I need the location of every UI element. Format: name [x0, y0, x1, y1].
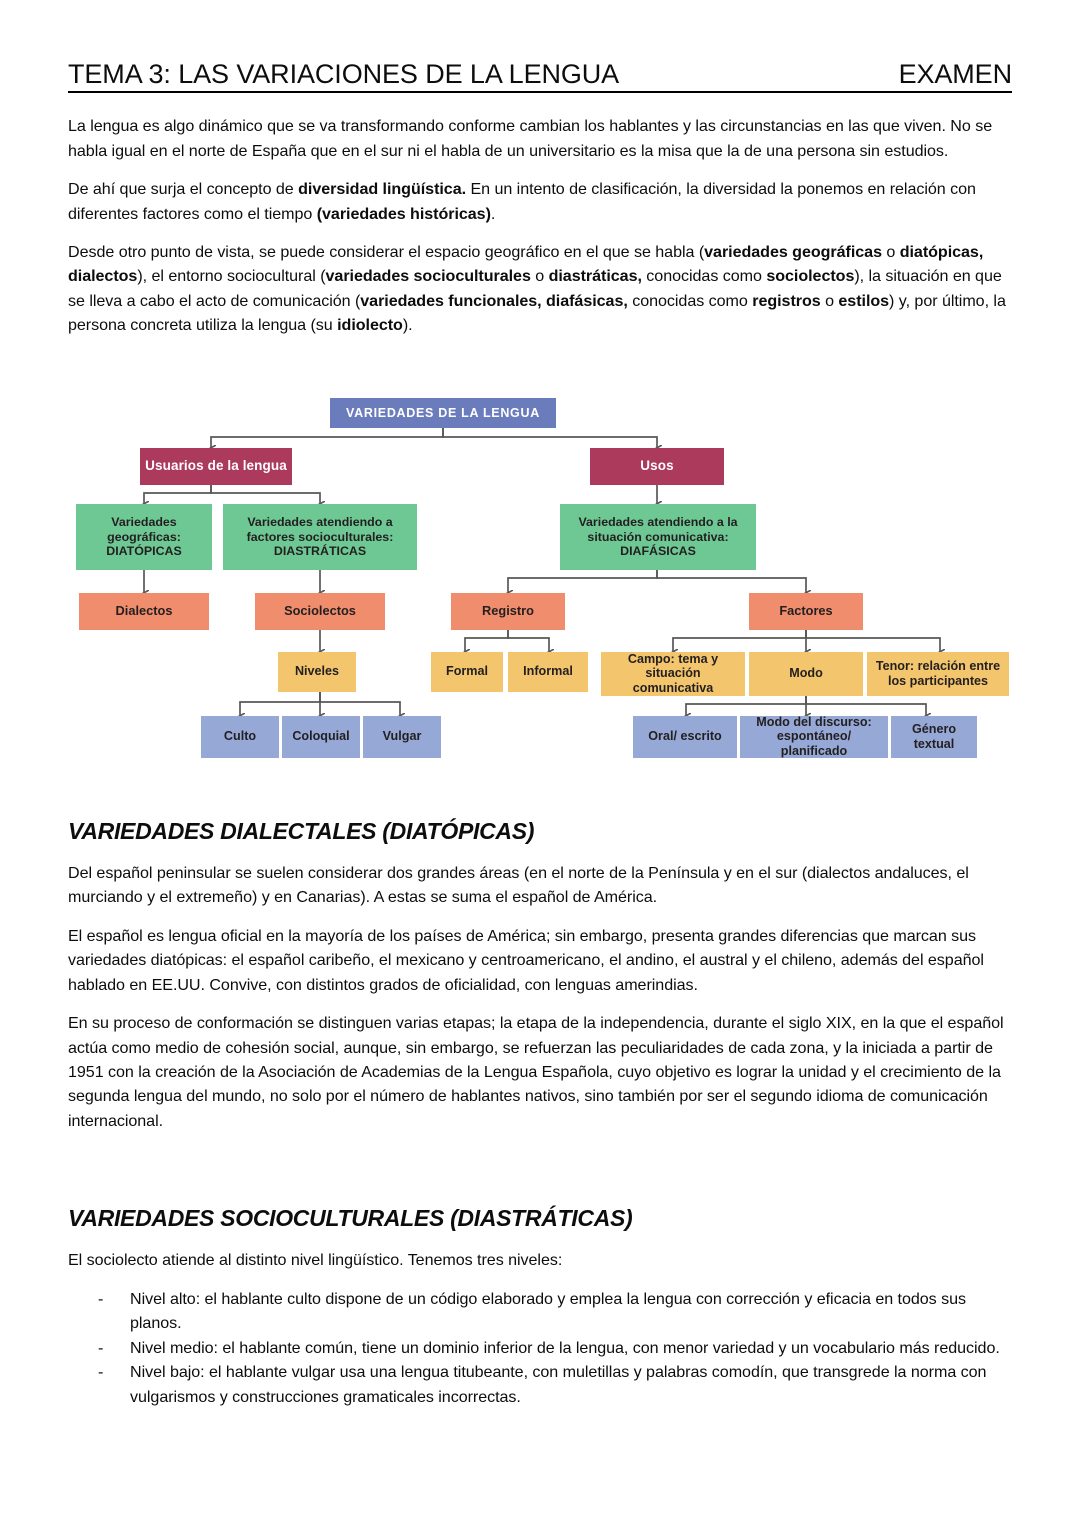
- diagram-node-tenor: [867, 652, 1009, 696]
- heading-variedades-dialectales: VARIEDADES DIALECTALES (DIATÓPICAS): [68, 817, 535, 844]
- text-run-bold: sociolectos: [766, 267, 855, 286]
- diagram-node-vulgar: [363, 716, 441, 758]
- text-run-bold: variedades funcionales, diafásicas,: [360, 291, 628, 310]
- text-run-bold: (variedades históricas): [316, 204, 491, 223]
- node-label-line2: textual: [913, 736, 955, 751]
- node-label: Sociolectos: [284, 602, 356, 618]
- list-item-text: Nivel alto: el hablante culto dispone de un código elaborado y emplea la lengua con corrección y eficacia en todos sus planos.: [130, 1289, 966, 1333]
- bullet-marker: -: [98, 1363, 104, 1382]
- diagram-node-factores: [749, 593, 863, 630]
- diagram-node-registro: [451, 593, 565, 630]
- text-run-bold: variedades geográficas: [704, 242, 882, 261]
- diagram-node-niveles: [278, 652, 356, 692]
- node-label: Dialectos: [115, 602, 173, 618]
- node-label-line3: DIAFÁSICAS: [620, 543, 696, 558]
- text-run-bold: idiolecto: [337, 316, 403, 335]
- text-run: o: [820, 291, 839, 310]
- text-run-bold: diversidad lingüística.: [298, 180, 467, 199]
- node-label-line3: DIASTRÁTICAS: [273, 543, 367, 558]
- node-label-line1: Campo: tema y: [627, 651, 719, 666]
- node-label: VARIEDADES DE LA LENGUA: [346, 405, 540, 420]
- diagram-node-informal: [508, 652, 588, 692]
- text-run: ), el entorno sociocultural (: [137, 267, 326, 286]
- text-run: De ahí que surja el concepto de: [68, 180, 299, 199]
- bullet-marker: -: [98, 1338, 104, 1357]
- text-run: En un intento de clasificación, la diversidad la ponemos en relación con diferentes factores como el tiempo: [68, 180, 976, 223]
- list-item-text: Nivel bajo: el hablante vulgar usa una lengua titubeante, con muletillas y palabras comodín, que transgrede la norma con vulgarismos y construcciones gramaticales incorrectas.: [130, 1363, 987, 1406]
- text-run: o: [530, 267, 549, 286]
- diatopicas-paragraph-1: Del español peninsular se suelen considerar dos grandes áreas (en el norte de la Península y en el sur (dialectos andaluces, el murciando y el extremeño) y en Canarias). A estas se suma el español de América.: [68, 863, 969, 907]
- text-run: ).: [402, 316, 413, 335]
- node-label-line2: situación comunicativa: [632, 666, 714, 696]
- diagram-node-campo: [601, 652, 745, 696]
- node-label-line1: Modo del discurso:: [756, 715, 872, 729]
- node-label-line2: situación comunicativa:: [587, 529, 729, 544]
- text-run: conocidas como: [641, 267, 767, 286]
- text-run: ) y, por último, la persona concreta utiliza la lengua (su: [68, 291, 1006, 335]
- node-label: Modo: [789, 666, 823, 681]
- node-label: Coloquial: [292, 729, 350, 744]
- diagram-node-culto: [201, 716, 279, 758]
- node-label-line2: espontáneo/ planificado: [776, 729, 852, 758]
- diagram-node-diafasicas: [560, 504, 756, 570]
- diagram-node-usos: [590, 448, 724, 485]
- node-label: Culto: [223, 729, 257, 744]
- diatopicas-paragraph-3: En su proceso de conformación se distinguen varias etapas; la etapa de la independencia, durante el siglo XIX, en la que el español actúa como medio de cohesión social, aunque, sin embargo, se refuerzan las peculiaridades de cada zona, y la iniciada a partir de 1951 con la creación de la Asociación de Academias de la Lengua Española, cuyo objetivo es lograr la unidad y el crecimiento de la segunda lengua del mundo, no solo por el número de hablantes nativos, sino también por ser el segundo idioma de comunicación internacional.: [68, 1014, 1004, 1130]
- diastraticas-intro: El sociolecto atiende al distinto nivel lingüístico. Tenemos tres niveles:: [68, 1251, 563, 1270]
- intro-paragraph-1: La lengua es algo dinámico que se va transformando conforme cambian los hablantes y las circunstancias en las que viven. No se habla igual en el norte de España que en el sur ni el habla de un universitario es la misa que la de una persona sin estudios.: [68, 117, 993, 160]
- node-label: Factores: [779, 602, 833, 618]
- page-title: TEMA 3: LAS VARIACIONES DE LA LENGUA: [68, 59, 620, 89]
- diagram-node-formal: [431, 652, 503, 692]
- text-run: conocidas como: [627, 291, 753, 310]
- list-item: [68, 1360, 1012, 1409]
- node-label-line2: factores socioculturales:: [246, 529, 394, 544]
- text-run: o: [881, 242, 900, 261]
- node-label: Informal: [523, 664, 573, 679]
- diagram-node-genero-textual: [891, 716, 977, 758]
- niveles-list: [68, 1287, 1012, 1409]
- node-label-line2: DIATÓPICAS: [106, 543, 182, 558]
- diagram-node-oral-escrito: [633, 716, 737, 758]
- list-item: [68, 1287, 1012, 1336]
- node-label-line1: Variedades atendiendo a: [247, 515, 393, 530]
- node-label: Formal: [446, 664, 488, 679]
- intro-paragraph-2: [68, 177, 1012, 226]
- diatopicas-paragraph-2: El español es lengua oficial en la mayoría de los países de América; sin embargo, presenta grandes diferencias que marcan sus variedades diatópicas: el español caribeño, el mexicano y centroamericano, el andino, el austral y el chileno, además del español hablado en EE.UU. Convive, con distintos grados de oficialidad, con lenguas amerindias.: [68, 926, 984, 994]
- list-item: [68, 1336, 1012, 1360]
- node-label: Usuarios de la lengua: [145, 458, 287, 474]
- node-label-line1: Tenor: relación entre: [875, 659, 1001, 674]
- node-label: Niveles: [294, 664, 340, 679]
- intro-paragraph-3: [68, 240, 1012, 338]
- exam-tag: EXAMEN: [898, 59, 1012, 89]
- text-run: .: [490, 204, 496, 223]
- node-label-line1: Género: [911, 722, 957, 737]
- text-run-bold: variedades socioculturales: [325, 267, 531, 286]
- varieties-diagram: [68, 380, 1012, 780]
- page-header: [68, 60, 1012, 93]
- node-label-line1: Variedades atendiendo a la: [578, 515, 738, 530]
- diagram-node-usuarios: [140, 448, 292, 485]
- heading-variedades-socioculturales: VARIEDADES SOCIOCULTURALES (DIASTRÁTICAS): [68, 1205, 633, 1232]
- text-run: Desde otro punto de vista, se puede considerar el espacio geográfico en el que se habla (: [68, 242, 705, 261]
- diagram-node-sociolectos: [255, 593, 385, 630]
- diagram-node-dialectos: [79, 593, 209, 630]
- node-label: Registro: [482, 602, 534, 618]
- node-label: Usos: [640, 458, 674, 474]
- node-label: Oral/ escrito: [648, 729, 722, 744]
- list-item-text: Nivel medio: el hablante común, tiene un dominio inferior de la lengua, con menor variedad y un vocabulario más reducido.: [130, 1338, 1000, 1357]
- bullet-marker: -: [98, 1289, 104, 1308]
- text-run-bold: estilos: [838, 291, 890, 310]
- text-run: ), la situación en que se lleva a cabo el acto de comunicación (: [68, 267, 1002, 310]
- diagram-node-modo: [749, 652, 863, 696]
- diagram-node-diastraticas: [223, 504, 417, 570]
- text-run-bold: diatópicas, dialectos: [68, 242, 984, 286]
- diagram-node-root: [330, 398, 556, 428]
- diagram-node-diatopicas: [76, 504, 212, 570]
- node-label: Vulgar: [382, 729, 422, 744]
- node-label-line1: Variedades geográficas:: [107, 515, 181, 544]
- node-label-line2: los participantes: [887, 673, 989, 688]
- diagram-node-modo-discurso: [740, 716, 888, 758]
- text-run-bold: registros: [752, 291, 821, 310]
- text-run-bold: diastráticas,: [548, 267, 642, 286]
- diagram-node-coloquial: [282, 716, 360, 758]
